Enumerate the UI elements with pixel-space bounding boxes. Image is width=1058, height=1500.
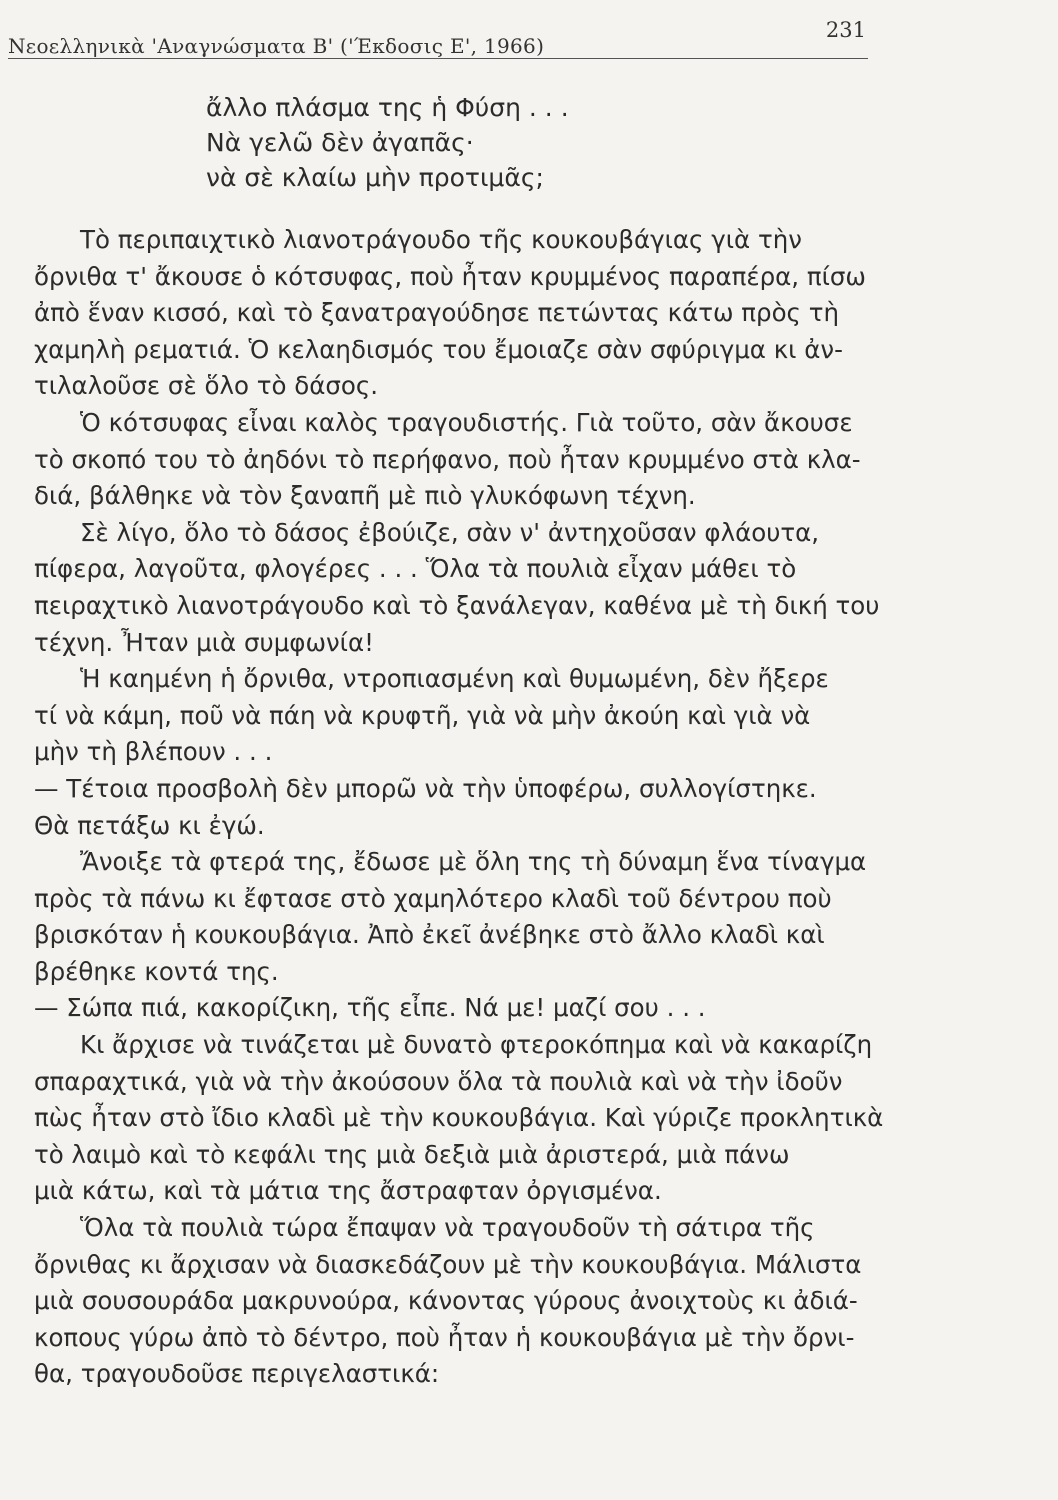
body-text xyxy=(34,222,884,1393)
page-header xyxy=(8,18,868,59)
verse-line: ἄλλο πλάσμα της ἡ Φύση . . . xyxy=(206,93,569,122)
text-line: ὄρνιθας κι ἄρχισαν νὰ διασκεδάζουν μὲ τὴν κουκουβάγια. Μάλιστα xyxy=(34,1249,862,1279)
text-line: Ὁ κότσυφας εἶναι καλὸς τραγουδιστής. Γιὰ τοῦτο, σὰν ἄκουσε xyxy=(80,407,853,437)
verse-line: νὰ σὲ κλαίω μὴν προτιμᾶς; xyxy=(206,163,544,192)
text-line: τιλαλοῦσε σὲ ὅλο τὸ δάσος. xyxy=(34,371,379,401)
text-line: ἀπὸ ἕναν κισσό, καὶ τὸ ξανατραγούδησε πετώντας κάτω πρὸς τὴ xyxy=(34,298,840,328)
text-line: πὼς ἦταν στὸ ἴδιο κλαδὶ μὲ τὴν κουκουβάγια. Καὶ γύριζε προκλητικὰ xyxy=(34,1103,884,1133)
text-line: μιὰ κάτω, καὶ τὰ μάτια της ἄστραφταν ὀργισμένα. xyxy=(34,1176,662,1206)
text-line: κοπους γύρω ἀπὸ τὸ δέντρο, ποὺ ἦταν ἡ κουκουβάγια μὲ τὴν ὄρνι- xyxy=(34,1322,855,1352)
text-line: Κι ἄρχισε νὰ τινάζεται μὲ δυνατὸ φτεροκόπημα καὶ νὰ κακαρίζη xyxy=(80,1030,873,1060)
text-line: μιὰ σουσουράδα μακρυνούρα, κάνοντας γύρους ἀνοιχτοὺς κι ἀδιά- xyxy=(34,1286,858,1316)
text-line: σπαραχτικά, γιὰ νὰ τὴν ἀκούσουν ὅλα τὰ πουλιὰ καὶ νὰ τὴν ἰδοῦν xyxy=(34,1066,843,1096)
dialogue-line: — Τέτοια προσβολὴ δὲν μπορῶ νὰ τὴν ὑποφέρω, συλλογίστηκε. xyxy=(34,773,817,803)
text-line: τὸ λαιμὸ καὶ τὸ κεφάλι της μιὰ δεξιὰ μιὰ ἀριστερά, μιὰ πάνω xyxy=(34,1139,790,1169)
text-line: χαμηλὴ ρεματιά. Ὁ κελαηδισμός του ἔμοιαζε σὰν σφύριγμα κι ἀν- xyxy=(34,334,843,364)
text-line: ὄρνιθα τ' ἄκουσε ὁ κότσυφας, ποὺ ἦταν κρυμμένος παραπέρα, πίσω xyxy=(34,261,866,291)
page-number: 231 xyxy=(825,18,866,42)
verse-block xyxy=(206,90,569,195)
dialogue-line: — Σώπα πιά, κακορίζικη, τῆς εἶπε. Νά με! μαζί σου . . . xyxy=(34,993,706,1023)
verse-line: Νὰ γελῶ δὲν ἀγαπᾶς· xyxy=(206,128,474,157)
text-line: βρέθηκε κοντά της. xyxy=(34,956,279,986)
running-head: Νεοελληνικὰ 'Αναγνώσματα Β' ('Έκδοσις Ε', 1966) xyxy=(8,34,545,58)
text-line: Ὅλα τὰ πουλιὰ τώρα ἔπαψαν νὰ τραγουδοῦν τὴ σάτιρα τῆς xyxy=(80,1213,815,1243)
text-line: βρισκόταν ἡ κουκουβάγια. Ἀπὸ ἐκεῖ ἀνέβηκε στὸ ἄλλο κλαδὶ καὶ xyxy=(34,920,825,950)
text-line: πίφερα, λαγοῦτα, φλογέρες . . . Ὅλα τὰ πουλιὰ εἶχαν μάθει τὸ xyxy=(34,554,797,584)
text-line: Θὰ πετάξω κι ἐγώ. xyxy=(34,810,265,840)
text-line: Ἡ καημένη ἡ ὄρνιθα, ντροπιασμένη καὶ θυμωμένη, δὲν ἤξερε xyxy=(80,664,829,694)
text-line: τέχνη. Ἦταν μιὰ συμφωνία! xyxy=(34,627,374,657)
text-line: θα, τραγουδοῦσε περιγελαστικά: xyxy=(34,1359,440,1389)
text-line: Τὸ περιπαιχτικὸ λιανοτράγουδο τῆς κουκουβάγιας γιὰ τὴν xyxy=(80,225,802,254)
text-line: Ἄνοιξε τὰ φτερά της, ἔδωσε μὲ ὅλη της τὴ δύναμη ἕνα τίναγμα xyxy=(80,847,867,877)
text-line: πρὸς τὰ πάνω κι ἔφτασε στὸ χαμηλότερο κλαδὶ τοῦ δέντρου ποὺ xyxy=(34,883,832,913)
text-line: Σὲ λίγο, ὅλο τὸ δάσος ἐβούιζε, σὰν ν' ἀντηχοῦσαν φλάουτα, xyxy=(80,517,820,547)
text-line: τὸ σκοπό του τὸ ἀηδόνι τὸ περήφανο, ποὺ ἦταν κρυμμένο στὰ κλα- xyxy=(34,444,861,474)
text-line: τί νὰ κάμη, ποῦ νὰ πάη νὰ κρυφτῆ, γιὰ νὰ μὴν ἀκούη καὶ γιὰ νὰ xyxy=(34,700,811,730)
text-line: διά, βάλθηκε νὰ τὸν ξαναπῆ μὲ πιὸ γλυκόφωνη τέχνη. xyxy=(34,481,696,511)
text-line: πειραχτικὸ λιανοτράγουδο καὶ τὸ ξανάλεγαν, καθένα μὲ τὴ δική του xyxy=(34,590,880,620)
text-line: μὴν τὴ βλέπουν . . . xyxy=(34,737,273,767)
